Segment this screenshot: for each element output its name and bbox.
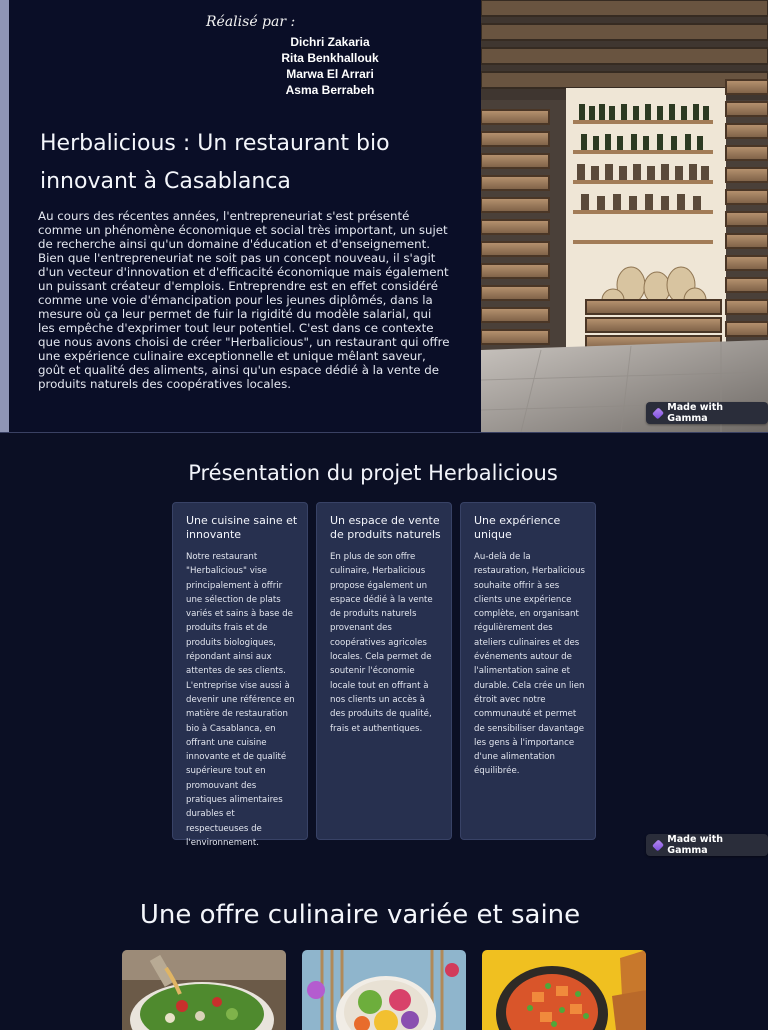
card-title: Une expérience unique (474, 514, 561, 541)
badge-label: Made with Gamma (667, 834, 724, 856)
bowl-photo (302, 950, 466, 1030)
author-name: Marwa El Arrari (286, 67, 374, 81)
card-text: Notre restaurant "Herbalicious" vise principalement à offrir une sélection de plats variés et sains à base de produits frais et de produits biologiques, répondant ainsi aux attentes de ses clients. L'entreprise vise aussi à devenir une référence en matière de restauration bio à Casablanca, en offrant une cuisine innovante et de qualité supérieure tout en promouvant des pratiques alimentaires durables et respectueuses de l'environnement. (186, 552, 295, 848)
card-experience (460, 502, 596, 840)
offre-title: Une offre culinaire variée et saine (139, 900, 581, 930)
made-with-gamma-badge[interactable] (646, 402, 768, 424)
presentation-title: Présentation du projet Herbalicious (188, 461, 558, 485)
slide-divider (0, 432, 768, 433)
card-title: Un espace de vente de produits naturels (330, 514, 441, 541)
shop-photo-illustration (481, 0, 768, 432)
author-name: Rita Benkhallouk (281, 51, 379, 65)
card-text: En plus de son offre culinaire, Herbalicious propose également un espace dédié à la vente de produits naturels provenant des coopératives agricoles locales. Cela permet de soutenir l'économie locale tout en offrant à nos clients un accès à des produits de qualité, frais et authentiques. (330, 552, 433, 734)
card-text: Au-delà de la restauration, Herbalicious souhaite offrir à ses clients une expérience complète, en organisant régulièrement des ateliers culinaires et des événements autour de l'alimentation saine et durable. Cela crée un lien étroit avec notre communauté et permet de sensibiliser davantage les gens à l'importance d'une alimentation équilibrée. (474, 552, 585, 777)
accent-bar (0, 0, 9, 432)
gamma-logo-icon (652, 839, 664, 851)
authors-list (270, 34, 390, 98)
made-with-gamma-badge[interactable] (646, 834, 768, 856)
curry-photo (482, 950, 646, 1030)
salad-illustration (122, 950, 286, 1030)
author-name: Dichri Zakaria (290, 35, 370, 49)
intro-body: Au cours des récentes années, l'entrepreneuriat s'est présenté comme un phénomène économique et social très important, un sujet de recherche ainsi qu'un domaine d'éducation et d'enseignement. Bien que l'entrepreneuriat ne soit pas un concept nouveau, il s'agit d'un vecteur d'innovation et d'efficacité économique mais également un puissant créateur d'emplois. Entreprendre est en effet considéré comme une voie d'émancipation pour les jeunes diplômés, dans la mesure où ça leur permet de fuir la rigidité du modèle salarial, qui les empêche d'exprimer tout leur potentiel. C'est dans ce contexte que nous avons choisi de créer "Herbalicious", un restaurant qui offre une expérience culinaire exceptionnelle et unique mêlant saveur, goût et qualité des aliments, ainsi qu'un espace dédié à la vente de produits naturels des coopératives locales. (38, 209, 450, 391)
shop-photo (481, 0, 768, 432)
card-cuisine (172, 502, 308, 848)
badge-label: Made with Gamma (667, 402, 724, 424)
intro-title: Herbalicious : Un restaurant bio innovant à Casablanca (40, 131, 390, 194)
gamma-logo-icon (652, 407, 664, 419)
realise-par-label: Réalisé par : (206, 14, 296, 30)
author-name: Asma Berrabeh (285, 83, 375, 97)
bowl-illustration (302, 950, 466, 1030)
card-title: Une cuisine saine et innovante (186, 514, 298, 541)
curry-illustration (482, 950, 646, 1030)
slide-intro (0, 0, 768, 432)
card-espace-vente (316, 502, 452, 840)
salad-photo (122, 950, 286, 1030)
